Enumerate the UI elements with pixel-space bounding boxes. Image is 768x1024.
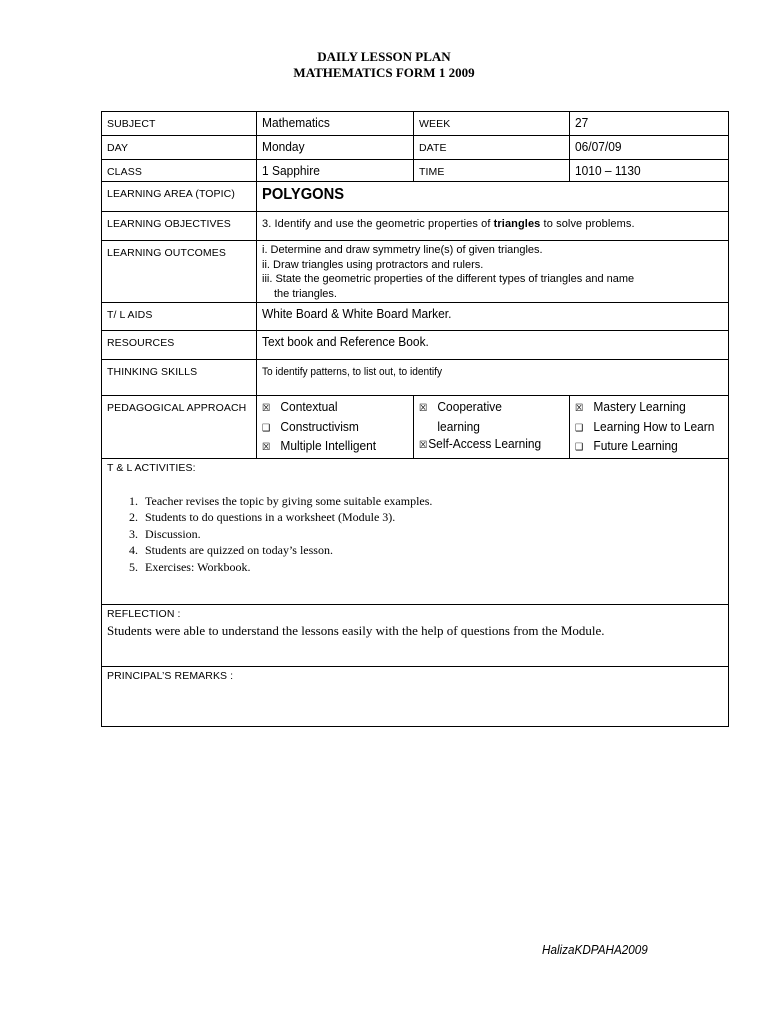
unchecked-box-icon: ❑	[575, 442, 584, 453]
time-value: 1010 – 1130	[570, 160, 729, 182]
resources-label: RESOURCES	[102, 331, 257, 360]
tl-aids-value: White Board & White Board Marker.	[257, 303, 729, 331]
outcome-item: i. Determine and draw symmetry line(s) of given triangles.	[262, 244, 543, 256]
checked-box-icon: ☒	[419, 440, 428, 451]
resources-value: Text book and Reference Book.	[257, 331, 729, 360]
checked-box-icon: ☒	[262, 403, 271, 414]
row-tl-aids	[102, 303, 729, 331]
objectives-keyword: triangles	[493, 218, 541, 230]
tl-aids-label: T/ L AIDS	[102, 303, 257, 331]
learning-area-value: POLYGONS	[257, 182, 729, 212]
activities-cell	[102, 458, 729, 604]
row-activities	[102, 458, 729, 604]
checked-box-icon: ☒	[419, 403, 428, 414]
document-title: DAILY LESSON PLAN	[317, 49, 451, 64]
row-day	[102, 136, 729, 160]
outcome-item: ii. Draw triangles using protractors and rulers.	[262, 258, 484, 271]
week-label: WEEK	[414, 112, 570, 136]
subject-value: Mathematics	[257, 112, 414, 136]
activities-label: T & L ACTIVITIES:	[107, 461, 196, 474]
date-value: 06/07/09	[570, 136, 729, 160]
time-label: TIME	[414, 160, 570, 182]
unchecked-box-icon: ❑	[262, 422, 271, 434]
class-value: 1 Sapphire	[257, 160, 414, 182]
row-learning-area	[102, 182, 729, 212]
row-principal-remarks	[102, 666, 729, 726]
document-subtitle: MATHEMATICS FORM 1 2009	[293, 65, 475, 80]
learning-outcomes-value	[257, 241, 729, 303]
footer-signature: HalizaKDPAHA2009	[542, 942, 648, 957]
unchecked-box-icon: ❑	[575, 422, 584, 434]
lesson-plan-table	[101, 111, 729, 727]
row-thinking-skills	[102, 360, 729, 396]
reflection-text: Students were able to understand the lessons easily with the help of questions from the Module.	[107, 622, 605, 638]
row-subject	[102, 112, 729, 136]
day-label: DAY	[102, 136, 257, 160]
remarks-cell	[102, 666, 729, 726]
week-value: 27	[570, 112, 729, 136]
activity-item: 1. Teacher revises the topic by giving some suitable examples.	[141, 493, 723, 510]
subject-label: SUBJECT	[102, 112, 257, 136]
thinking-skills-label: THINKING SKILLS	[102, 360, 257, 396]
row-reflection	[102, 604, 729, 666]
thinking-skills-value: To identify patterns, to list out, to identify	[257, 360, 729, 396]
row-learning-outcomes	[102, 241, 729, 303]
row-class	[102, 160, 729, 182]
reflection-label: REFLECTION :	[107, 607, 181, 620]
approach-column-1: ☒ Contextual ❑ Constructivism ☒ Multiple Intelligent	[257, 396, 414, 459]
reflection-cell	[102, 604, 729, 666]
activity-item: 2. Students to do questions in a worksheet (Module 3).	[141, 509, 723, 526]
approach-column-3: ☒ Mastery Learning ❑ Learning How to Learn ❑ Future Learning	[570, 396, 729, 459]
activity-item: 5. Exercises: Workbook.	[141, 559, 723, 576]
learning-objectives-value: 3. Identify and use the geometric properties of triangles to solve problems.	[257, 212, 729, 241]
learning-outcomes-label: LEARNING OUTCOMES	[102, 241, 257, 303]
date-label: DATE	[414, 136, 570, 160]
activity-item: 3. Discussion.	[141, 526, 723, 543]
remarks-label: PRINCIPAL’S REMARKS :	[107, 669, 234, 682]
day-value: Monday	[257, 136, 414, 160]
outcome-item: iii. State the geometric properties of the different types of triangles and name	[262, 273, 635, 285]
class-label: CLASS	[102, 160, 257, 182]
checked-box-icon: ☒	[575, 403, 584, 414]
outcome-item: the triangles.	[274, 287, 337, 300]
row-learning-objectives	[102, 212, 729, 241]
row-resources	[102, 331, 729, 360]
learning-area-label: LEARNING AREA (TOPIC)	[102, 182, 257, 212]
row-pedagogical-approach	[102, 396, 729, 459]
activities-list	[107, 493, 723, 576]
activity-item: 4. Students are quizzed on today’s lesson.	[141, 542, 723, 559]
learning-objectives-label: LEARNING OBJECTIVES	[102, 212, 257, 241]
checked-box-icon: ☒	[262, 442, 271, 453]
approach-column-2: ☒ Cooperative learning ☒Self-Access Learning	[414, 396, 570, 459]
pedagogical-approach-label: PEDAGOGICAL APPROACH	[102, 396, 257, 459]
